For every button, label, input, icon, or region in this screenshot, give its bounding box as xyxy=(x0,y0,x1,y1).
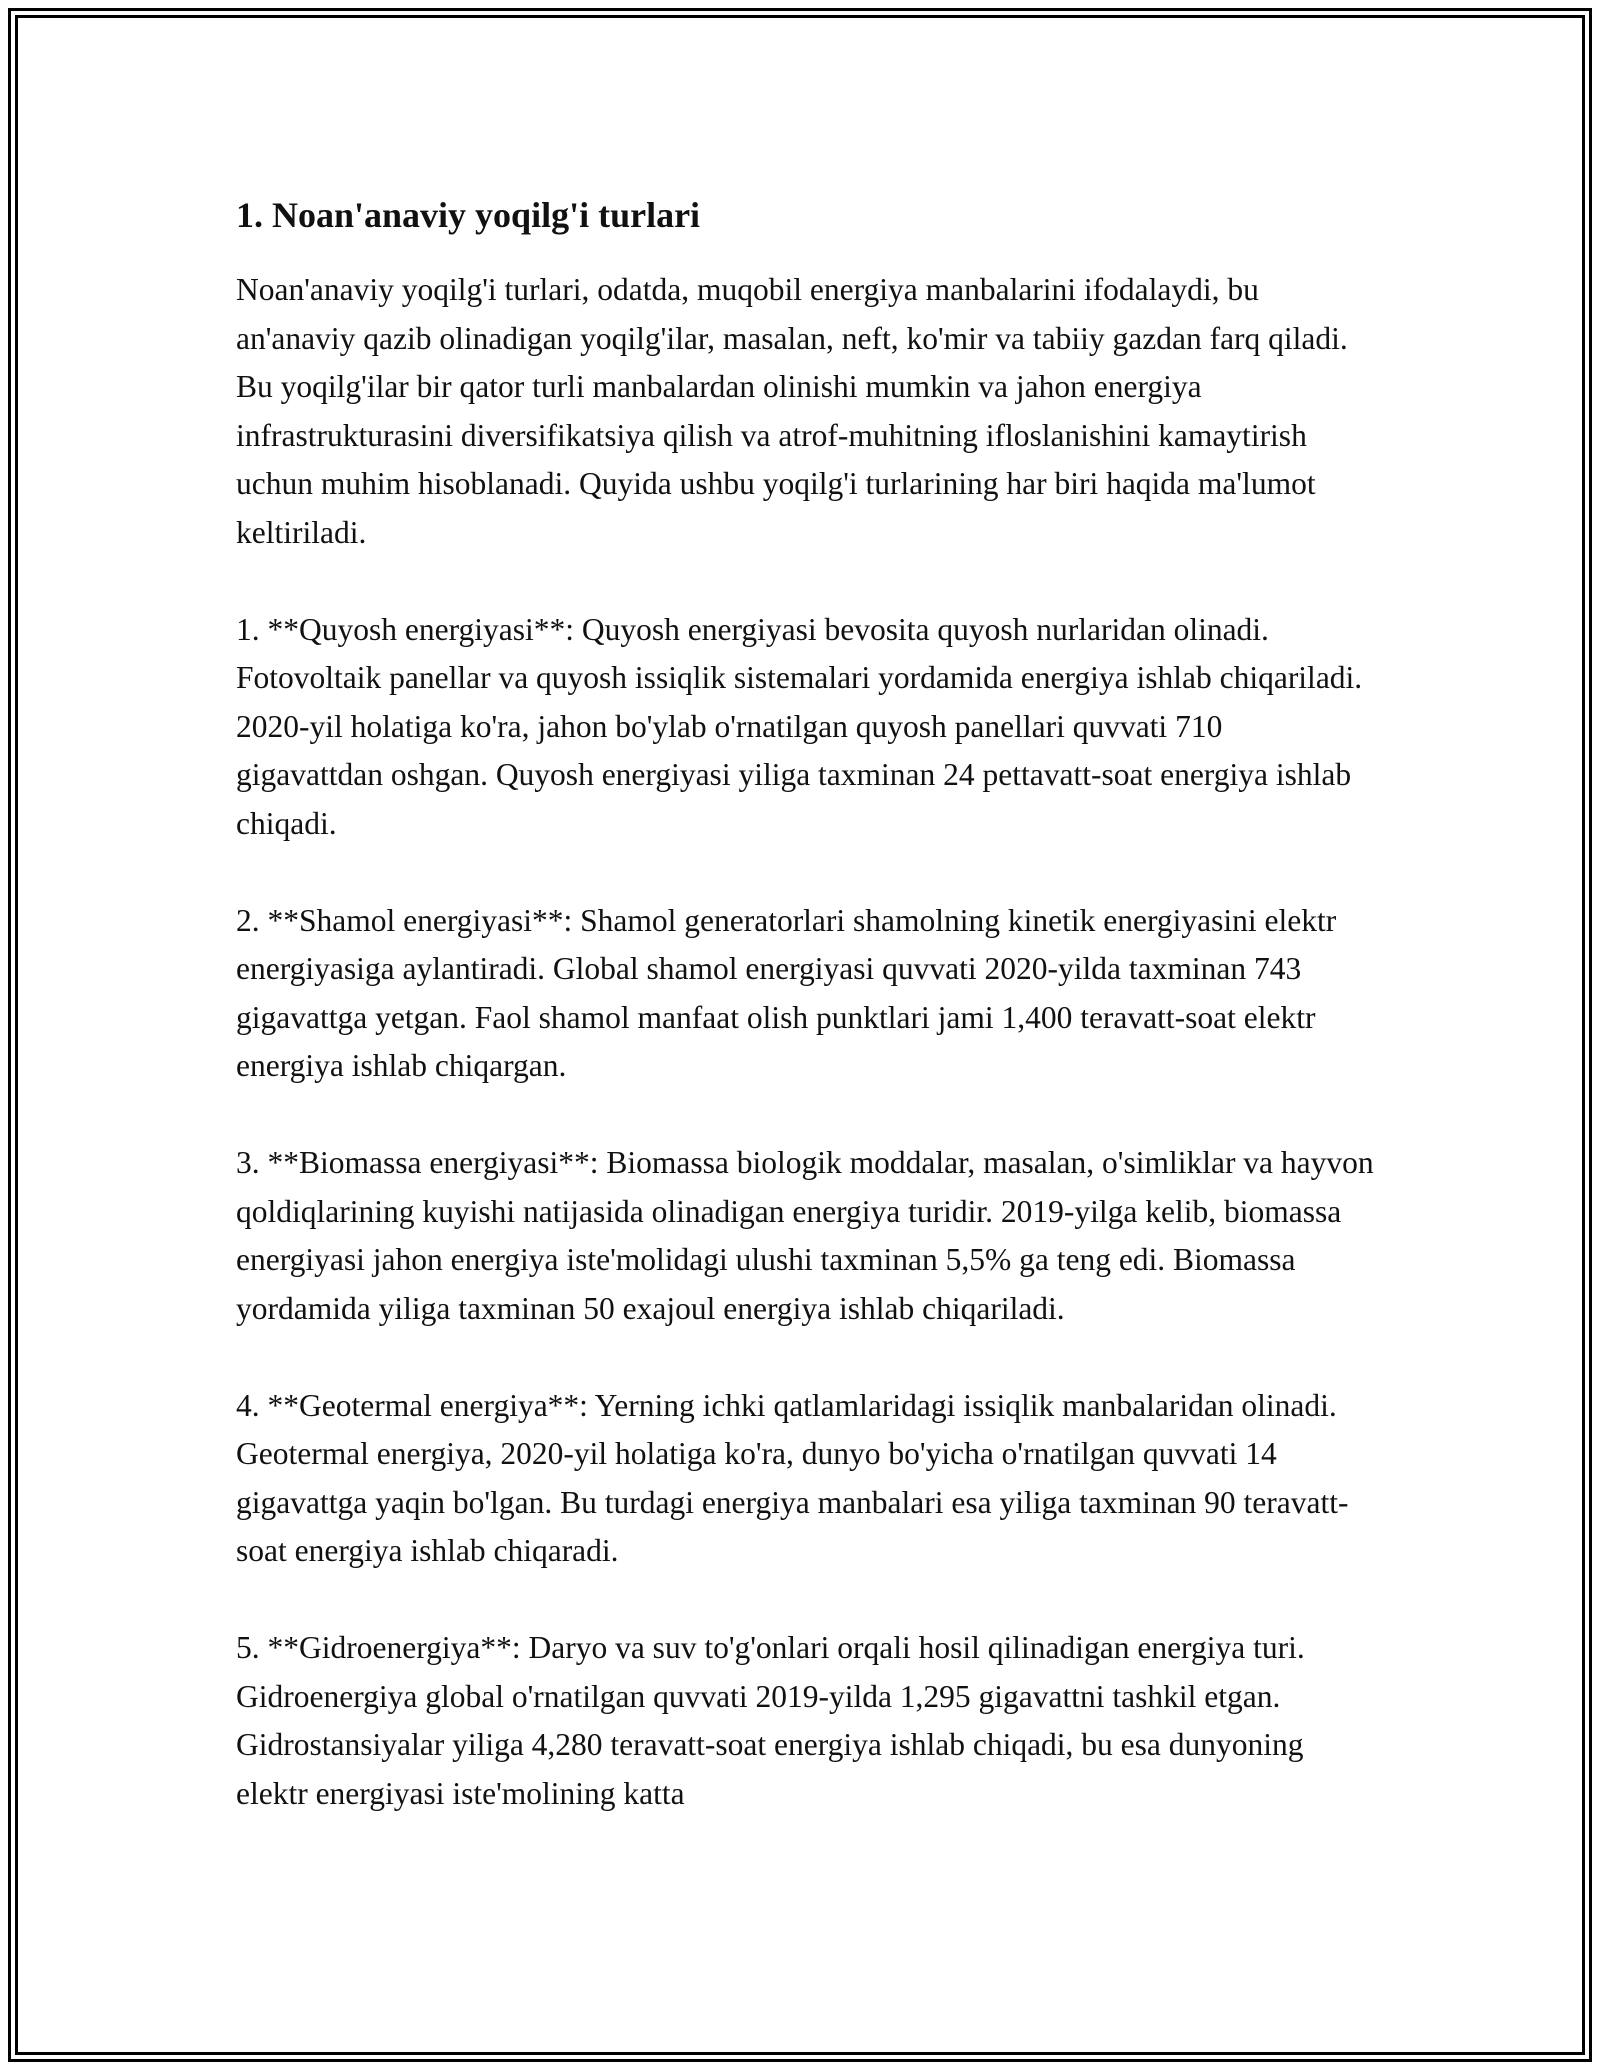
solar-energy-paragraph: 1. **Quyosh energiyasi**: Quyosh energiyasi bevosita quyosh nurlaridan olinadi. Fotovoltaik panellar va quyosh issiqlik sistemalari yordamida energiya ishlab chiqariladi. 2020-yil holatiga ko'ra, jahon bo'ylab o'rnatilgan quyosh panellari quvvati 710 gigavattdan oshgan. Quyosh energiyasi yiliga taxminan 24 pettavatt-soat energiya ishlab chiqadi. xyxy=(236,611,1363,841)
section-heading: 1. Noan'anaviy yoqilg'i turlari xyxy=(236,195,701,235)
intro-paragraph: Noan'anaviy yoqilg'i turlari, odatda, muqobil energiya manbalarini ifodalaydi, bu an'anaviy qazib olinadigan yoqilg'ilar, masalan, neft, ko'mir va tabiiy gazdan farq qiladi. Bu yoqilg'ilar bir qator turli manbalardan olinishi mumkin va jahon energiya infrastrukturasini diversifikatsiya qilish va atrof-muhitning ifloslanishini kamaytirish uchun muhim hisoblanadi. Quyida ushbu yoqilg'i turlarining har biri haqida ma'lumot keltiriladi. xyxy=(236,272,1348,550)
hydro-energy-paragraph: 5. **Gidroenergiya**: Daryo va suv to'g'onlari orqali hosil qilinadigan energiya turi. Gidroenergiya global o'rnatilgan quvvati 2019-yilda 1,295 gigavattni tashkil etgan. Gidrostansiyalar yiliga 4,280 teravatt-soat energiya ishlab chiqadi, bu esa dunyoning elektr energiyasi iste'molining katta xyxy=(236,1630,1305,1811)
biomass-energy-paragraph: 3. **Biomassa energiyasi**: Biomassa biologik moddalar, masalan, o'simliklar va hayvon qoldiqlarining kuyishi natijasida olinadigan energiya turidir. 2019-yilga kelib, biomassa energiyasi jahon energiya iste'molidagi ulushi taxminan 5,5% ga teng edi. Biomassa yordamida yiliga taxminan 50 exajoul energiya ishlab chiqariladi. xyxy=(236,1145,1374,1326)
wind-energy-paragraph: 2. **Shamol energiyasi**: Shamol generatorlari shamolning kinetik energiyasini elektr energiyasiga aylantiradi. Global shamol energiyasi quvvati 2020-yilda taxminan 743 gigavattga yetgan. Faol shamol manfaat olish punktlari jami 1,400 teravatt-soat elektr energiya ishlab chiqargan. xyxy=(236,902,1337,1083)
document-body xyxy=(236,186,1376,1867)
geothermal-energy-paragraph: 4. **Geotermal energiya**: Yerning ichki qatlamlaridagi issiqlik manbalaridan olinadi. Geotermal energiya, 2020-yil holatiga ko'ra, dunyo bo'yicha o'rnatilgan quvvati 14 gigavattga yaqin bo'lgan. Bu turdagi energiya manbalari esa yiliga taxminan 90 teravatt-soat energiya ishlab chiqaradi. xyxy=(236,1387,1349,1568)
